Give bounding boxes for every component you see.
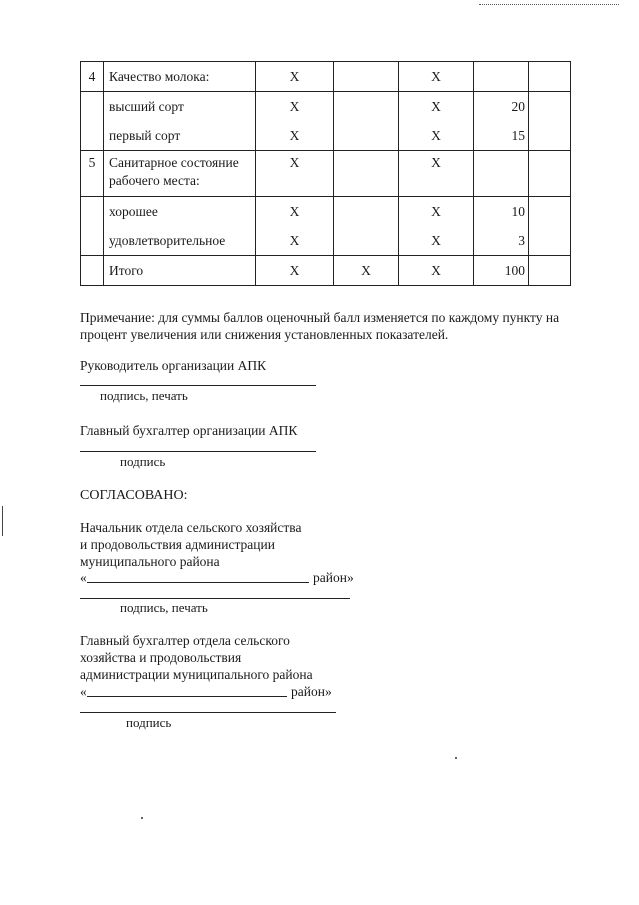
table-cell [334, 151, 399, 197]
note-line: процент увеличения или снижения установленных показателей. [80, 327, 449, 342]
table-cell: Качество молока: [104, 62, 256, 92]
score-table [80, 61, 571, 286]
dept-head-title [80, 519, 301, 570]
signature-line [80, 451, 316, 452]
table-cell: X [399, 151, 474, 197]
head-org-title: Руководитель организации АПК [80, 358, 267, 373]
table-cell [81, 197, 104, 256]
signature-caption: подпись [126, 715, 172, 730]
scan-artifact [455, 757, 457, 759]
table-cell: X X [399, 92, 474, 151]
table-cell: X [256, 62, 334, 92]
table-cell [529, 151, 571, 197]
dept-acc-line: Главный бухгалтер отдела сельского [80, 633, 290, 648]
table-row [81, 197, 571, 256]
district-blank-line [87, 582, 309, 583]
scan-artifact [479, 0, 619, 5]
dept-head-line: Начальник отдела сельского хозяйства [80, 520, 302, 535]
table-row [81, 151, 571, 197]
table-cell [334, 197, 399, 256]
note [80, 309, 559, 343]
table-cell [474, 62, 529, 92]
table-cell [81, 92, 104, 151]
table-cell: X [256, 151, 334, 197]
dept-acc-title [80, 632, 313, 683]
table-cell: X [334, 256, 399, 286]
table-cell: 10 3 [474, 197, 529, 256]
signature-caption: подпись, печать [100, 388, 188, 403]
dept-head-line: муниципального района [80, 554, 220, 569]
chief-acc-org-title: Главный бухгалтер организации АПК [80, 423, 298, 438]
scan-artifact [2, 506, 3, 536]
table-cell: X X [399, 197, 474, 256]
table-cell: X [399, 256, 474, 286]
signature-line [80, 598, 350, 599]
dept-head-district: район» [313, 570, 354, 585]
table-cell [81, 256, 104, 286]
dept-acc-line: хозяйства и продовольствия [80, 650, 242, 665]
scan-artifact [141, 817, 143, 819]
district-blank-line [87, 696, 287, 697]
table-cell: 5 [81, 151, 104, 197]
table-cell: X [256, 256, 334, 286]
table-cell [529, 92, 571, 151]
dept-acc-line: администрации муниципального района [80, 667, 313, 682]
table-row [81, 62, 571, 92]
table-cell: Санитарное состояние рабочего места: [104, 151, 256, 197]
signature-caption: подпись [120, 454, 166, 469]
note-line: Примечание: для суммы баллов оценочный балл изменяется по каждому пункту на [80, 310, 560, 325]
table-cell [529, 256, 571, 286]
agreed-heading: СОГЛАСОВАНО: [80, 488, 188, 503]
table-cell [529, 62, 571, 92]
table-row-total [81, 256, 571, 286]
signature-line [80, 712, 336, 713]
table-cell [529, 197, 571, 256]
table-cell: 20 15 [474, 92, 529, 151]
table-cell: X [399, 62, 474, 92]
table-cell [334, 92, 399, 151]
table-cell: X X [256, 197, 334, 256]
table-cell: 100 [474, 256, 529, 286]
table-row [81, 92, 571, 151]
table-cell: 4 [81, 62, 104, 92]
table-cell: Итого [104, 256, 256, 286]
table-cell: хорошее удовлетворительное [104, 197, 256, 256]
table-cell [334, 62, 399, 92]
table-cell: X X [256, 92, 334, 151]
signature-caption: подпись, печать [120, 600, 208, 615]
dept-head-line: и продовольствия администрации [80, 537, 275, 552]
dept-acc-quote-open: « [80, 684, 87, 699]
dept-head-quote-open: « [80, 570, 87, 585]
signature-line [80, 385, 316, 386]
table-cell [474, 151, 529, 197]
dept-acc-district: район» [291, 684, 332, 699]
table-cell: высший сорт первый сорт [104, 92, 256, 151]
